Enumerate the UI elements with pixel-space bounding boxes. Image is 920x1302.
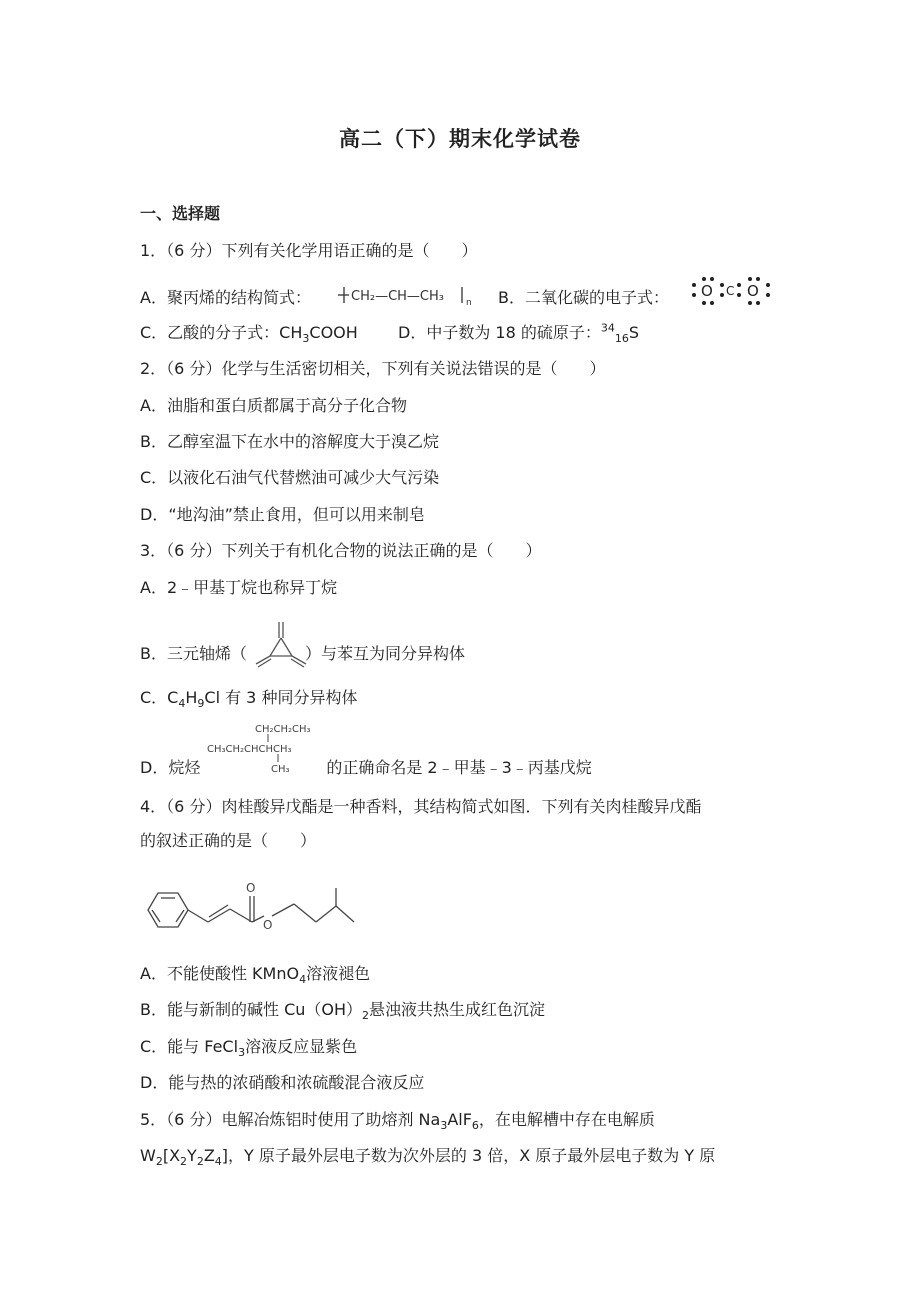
q3-option-c: C．$C_4H_9Cl$ 有 3 种同分异构体	[140, 688, 358, 711]
q3-stem: 3．（6 分）下列关于有机化合物的说法正确的是（ ）	[140, 541, 542, 560]
q5-stem-line1: 5．（6 分）电解冶炼铝时使用了助熔剂 $Na_3AlF_6$，在电解槽中存在电解质	[140, 1110, 655, 1133]
q4-stem-line2: 的叙述正确的是（ ）	[140, 831, 317, 850]
q4-option-d: D．能与热的浓硝酸和浓硫酸混合液反应	[140, 1073, 425, 1092]
q3-option-d: D．烷烃 的正确命名是 2﹣甲基﹣3﹣丙基戊烷	[140, 758, 592, 777]
svg-text:n: n	[466, 298, 472, 308]
svg-text:CH₂CH₂CH₃: CH₂CH₂CH₃	[255, 724, 311, 735]
q1-option-a: A．聚丙烯的结构简式：	[140, 288, 311, 307]
svg-text:O: O	[246, 881, 256, 895]
q2-option-b: B．乙醇室温下在水中的溶解度大于溴乙烷	[140, 432, 439, 451]
svg-text:C: C	[726, 284, 735, 298]
polypropylene-formula	[338, 283, 480, 309]
q3-option-b: B．三元轴烯（ ）与苯互为同分异构体	[140, 644, 465, 663]
co2-electron-dot	[686, 276, 776, 308]
page-title: 高二（下）期末化学试卷	[339, 127, 581, 151]
q2-option-d: D．“地沟油”禁止食用，但可以用来制皂	[140, 505, 425, 524]
isoamyl-cinnamate-structure	[140, 876, 360, 944]
q4-option-a: A．不能使酸性 KMnO$_4$溶液褪色	[140, 964, 371, 987]
q1-option-b: B．二氧化碳的电子式：	[498, 288, 669, 307]
svg-text:CH₂—CH—CH₃: CH₂—CH—CH₃	[351, 289, 444, 304]
q3-option-a: A．2﹣甲基丁烷也称异丁烷	[140, 578, 338, 597]
radialene-structure	[250, 618, 312, 668]
q1-option-c: C．乙酸的分子式：$CH_3COOH$	[140, 323, 358, 346]
svg-text:O: O	[263, 918, 273, 932]
q5-stem-line2: $W_2[X_2Y_2Z_4]$，Y 原子最外层电子数为次外层的 3 倍，X 原子最外层电子数为 Y 原	[140, 1146, 716, 1169]
q2-option-a: A．油脂和蛋白质都属于高分子化合物	[140, 396, 407, 415]
q4-option-c: C．能与 FeCl$_3$溶液反应显紫色	[140, 1037, 358, 1060]
q1-option-d: D．中子数为 18 的硫原子：$^{34}_{16}$S	[398, 321, 640, 346]
svg-text:CH₃CH₂CHCHCH₃: CH₃CH₂CHCHCH₃	[207, 744, 292, 755]
q2-option-c: C．以液化石油气代替燃油可减少大气污染	[140, 468, 440, 487]
svg-text:CH₃: CH₃	[271, 764, 290, 775]
section-heading: 一、选择题	[140, 204, 221, 223]
q4-option-b: B．能与新制的碱性 $Cu(OH)_2$悬浊液共热生成红色沉淀	[140, 1000, 546, 1023]
svg-text:O: O	[747, 282, 759, 300]
q1-stem: 1．（6 分）下列有关化学用语正确的是（ ）	[140, 241, 478, 260]
svg-text:O: O	[701, 282, 713, 300]
q4-stem-line1: 4．（6 分）肉桂酸异戊酯是一种香料，其结构简式如图．下列有关肉桂酸异戊酯	[140, 797, 702, 816]
q2-stem: 2．（6 分）化学与生活密切相关，下列有关说法错误的是（ ）	[140, 359, 606, 378]
